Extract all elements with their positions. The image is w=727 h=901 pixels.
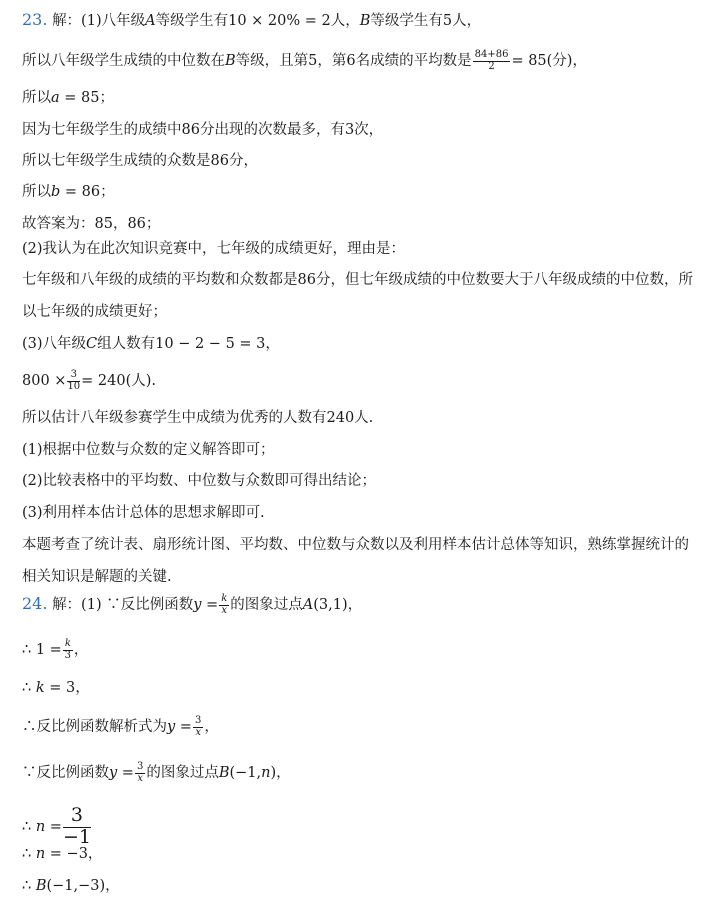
var-k: k	[35, 680, 45, 696]
text: =	[201, 597, 219, 613]
text: 所以	[22, 184, 51, 200]
text: 所以	[22, 90, 51, 106]
text: = 85(分)，	[511, 53, 587, 69]
text: = 240(人).	[81, 373, 157, 389]
text: 等级学生有10 × 20% = 2人，	[155, 13, 360, 29]
denominator: −1	[62, 825, 91, 848]
fraction	[135, 762, 145, 784]
text: ∴	[22, 846, 36, 862]
text: 等级学生有5人，	[370, 13, 482, 29]
q23-line-15: (2)比较表格中的平均数、中位数与众数即可得出结论；	[22, 473, 377, 489]
q23-line-6	[22, 182, 115, 202]
q24-line-8	[22, 876, 120, 896]
q23-line-17: 本题考查了统计表、扇形统计图、平均数、中位数与众数以及利用样本估计总体等知识，熟练掌握统计的	[22, 537, 689, 553]
numerator: 84+86	[474, 49, 509, 60]
q24-line-3	[22, 678, 90, 698]
text: 800 ×	[22, 373, 67, 389]
q24-line-4	[22, 716, 219, 738]
q23-line-9: 七年级和八年级的成绩的平均数和众数都是86分，但七年级成绩的中位数要大于八年级成绩的中位数，所	[22, 272, 693, 288]
var-A: A	[302, 597, 314, 613]
var-C: C	[86, 336, 98, 352]
q23-line-3	[22, 88, 114, 108]
fraction	[67, 370, 80, 392]
var-B: B	[359, 13, 371, 29]
denominator: 3	[64, 649, 72, 661]
numerator: 3	[136, 761, 144, 772]
fraction	[219, 594, 229, 616]
text: ∵反比例函数	[22, 765, 109, 781]
fraction	[473, 50, 511, 72]
text: ∴	[22, 680, 36, 696]
var-n: n	[35, 846, 46, 862]
var-B: B	[225, 53, 236, 69]
text: = 85；	[59, 90, 114, 106]
question-number-24: 24.	[22, 594, 48, 613]
numerator: k	[64, 638, 71, 649]
text: ∴	[22, 818, 36, 835]
q23-line-16: (3)利用样本估计总体的思想求解即可.	[22, 505, 265, 521]
text: ∴	[22, 878, 36, 894]
var-y: y	[109, 765, 118, 781]
text: (−1,	[229, 765, 262, 781]
var-b: b	[51, 184, 61, 200]
q24-line-1	[22, 594, 362, 616]
numerator: 3	[63, 806, 91, 828]
q23-line-5: 所以七年级学生成绩的众数是86分，	[22, 153, 258, 169]
var-a: a	[51, 90, 60, 106]
text: (−1,−3)，	[46, 878, 120, 894]
fraction	[63, 806, 91, 848]
var-y: y	[167, 719, 176, 735]
numerator: k	[221, 593, 228, 604]
q23-line-8: (2)我认为在此次知识竞赛中，七年级的成绩更好，理由是：	[22, 241, 406, 257]
q23-line-18: 相关知识是解题的关键.	[22, 569, 172, 585]
q24-line-6	[22, 806, 92, 848]
var-A: A	[145, 13, 156, 29]
var-B: B	[35, 878, 47, 894]
text: =	[117, 765, 134, 781]
text: ∴ 1 =	[22, 642, 62, 658]
text: (3)八年级	[22, 336, 87, 352]
var-y: y	[193, 597, 202, 613]
text: ∴反比例函数解析式为	[22, 719, 167, 735]
text: ，	[204, 719, 219, 735]
numerator: 3	[194, 715, 202, 726]
q23-line-7: 故答案为：85，86；	[22, 216, 161, 232]
text: 解：(1) ∵反比例函数	[52, 597, 194, 613]
q23-line-2	[22, 50, 587, 72]
fraction	[193, 716, 203, 738]
var-n: n	[261, 765, 271, 781]
q24-line-5	[22, 762, 291, 784]
text: 所以八年级学生成绩的中位数在	[22, 53, 225, 69]
denominator: 2	[488, 60, 495, 72]
text: (3,1)，	[313, 597, 363, 613]
fraction	[63, 639, 73, 661]
text: 等级，且第5，第6名成绩的平均数是	[235, 53, 472, 69]
text: 的图象过点	[146, 765, 219, 781]
q23-line-14: (1)根据中位数与众数的定义解答即可；	[22, 442, 275, 458]
text: = −3，	[45, 846, 103, 862]
question-number-23: 23.	[22, 10, 48, 29]
denominator: x	[137, 772, 143, 784]
text: = 86；	[60, 184, 115, 200]
var-n: n	[35, 818, 46, 835]
denominator: x	[195, 726, 201, 738]
text: 的图象过点	[230, 597, 303, 613]
text: 解：(1)八年级	[52, 13, 146, 29]
text: 组人数有10 − 2 − 5 = 3，	[97, 336, 280, 352]
text: )，	[270, 765, 291, 781]
denominator: 10	[67, 380, 81, 392]
q24-line-2	[22, 639, 88, 661]
text: =	[45, 818, 62, 835]
q23-line-1	[22, 10, 481, 31]
text: ，	[73, 642, 89, 658]
q23-line-11	[22, 334, 280, 354]
text: = 3，	[44, 680, 90, 696]
q23-line-4: 因为七年级学生的成绩中86分出现的次数最多，有3次，	[22, 122, 384, 138]
q23-line-12	[22, 370, 156, 392]
q24-line-7	[22, 844, 102, 864]
numerator: 3	[67, 370, 80, 382]
var-B: B	[218, 765, 230, 781]
q23-line-13: 所以估计八年级参赛学生中成绩为优秀的人数有240人.	[22, 410, 374, 426]
q23-line-10: 以七年级的成绩更好；	[22, 304, 167, 320]
text: =	[175, 719, 192, 735]
denominator: x	[221, 604, 228, 616]
